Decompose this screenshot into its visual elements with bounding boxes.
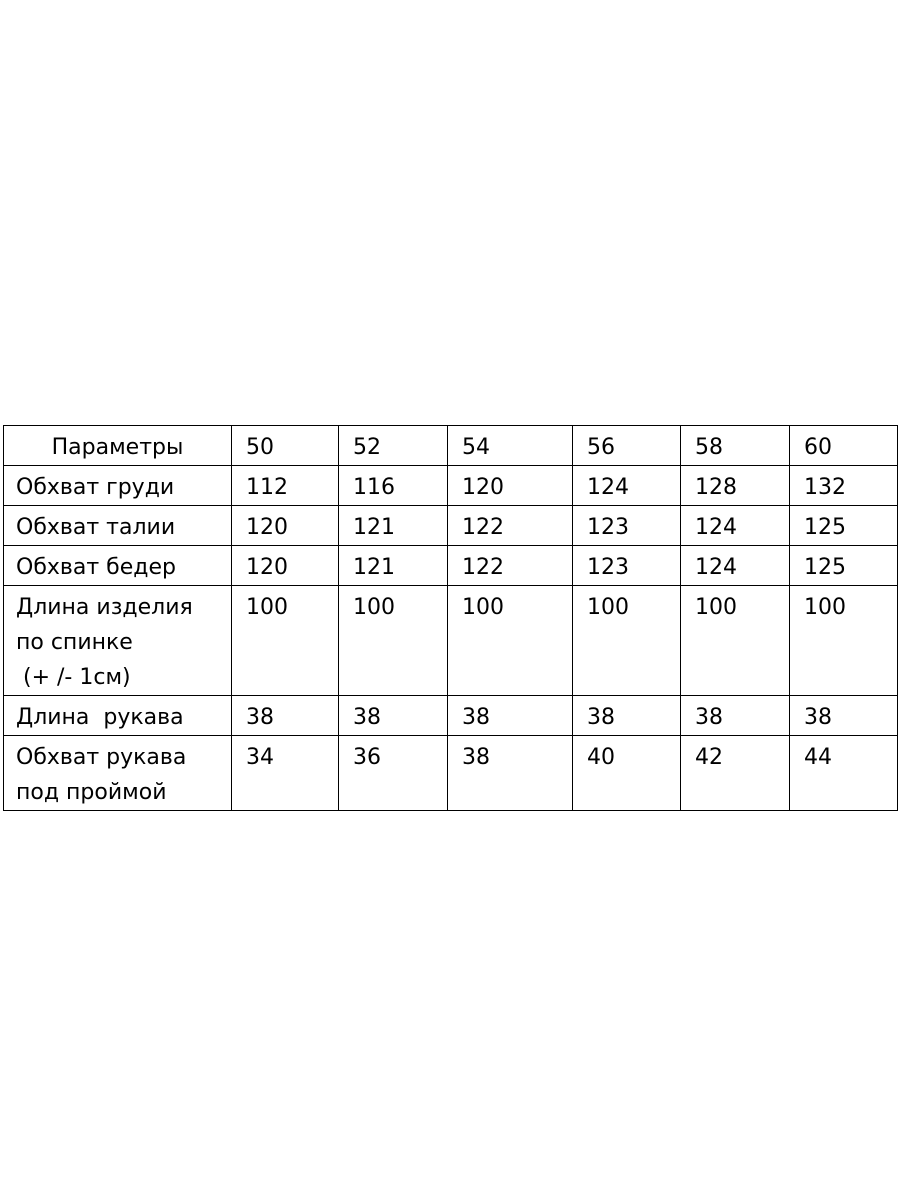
header-label: Параметры: [51, 435, 184, 460]
row-label: Длина рукава: [16, 705, 184, 730]
size-header-cell: [573, 426, 681, 466]
value-cell: [448, 546, 573, 586]
cell-value: 38: [695, 705, 723, 730]
value-cell: [790, 736, 898, 811]
cell-value: 122: [462, 555, 504, 580]
cell-value: 125: [804, 515, 846, 540]
value-cell: [339, 546, 448, 586]
table-row-sleeve-length: [4, 696, 898, 736]
row-label-line: Обхват рукава: [16, 745, 187, 770]
row-label-line: по спинке: [16, 630, 133, 655]
value-cell: [681, 586, 790, 696]
value-cell: [790, 546, 898, 586]
value-cell: [232, 466, 339, 506]
row-label-line: под проймой: [16, 780, 167, 805]
cell-value: 120: [462, 475, 504, 500]
value-cell: [790, 586, 898, 696]
value-cell: [339, 586, 448, 696]
cell-value: 120: [246, 515, 288, 540]
cell-value: 38: [462, 705, 490, 730]
table-row-waist: [4, 506, 898, 546]
row-label-cell: [4, 546, 232, 586]
row-label-cell: [4, 736, 232, 811]
value-cell: [681, 546, 790, 586]
header-label-cell: [4, 426, 232, 466]
cell-value: 124: [695, 555, 737, 580]
value-cell: [573, 736, 681, 811]
value-cell: [681, 736, 790, 811]
value-cell: [573, 466, 681, 506]
cell-value: 100: [587, 595, 629, 620]
cell-value: 100: [246, 595, 288, 620]
row-label: Обхват груди: [16, 475, 175, 500]
value-cell: [448, 736, 573, 811]
cell-value: 132: [804, 475, 846, 500]
value-cell: [790, 506, 898, 546]
table-row-length: [4, 586, 898, 696]
cell-value: 128: [695, 475, 737, 500]
cell-value: 38: [353, 705, 381, 730]
size-header: 52: [353, 435, 381, 460]
cell-value: 120: [246, 555, 288, 580]
size-header: 50: [246, 435, 274, 460]
cell-value: 38: [587, 705, 615, 730]
cell-value: 40: [587, 745, 615, 770]
value-cell: [232, 506, 339, 546]
cell-value: 123: [587, 555, 629, 580]
value-cell: [681, 696, 790, 736]
value-cell: [573, 506, 681, 546]
cell-value: 123: [587, 515, 629, 540]
value-cell: [681, 506, 790, 546]
cell-value: 38: [462, 745, 490, 770]
cell-value: 122: [462, 515, 504, 540]
cell-value: 121: [353, 555, 395, 580]
row-label: Обхват бедер: [16, 555, 176, 580]
table-row-chest: [4, 466, 898, 506]
size-header: 56: [587, 435, 615, 460]
cell-value: 38: [246, 705, 274, 730]
table-row-sleeve-girth: [4, 736, 898, 811]
value-cell: [790, 466, 898, 506]
value-cell: [448, 466, 573, 506]
row-label-line: Длина изделия: [16, 595, 193, 620]
value-cell: [339, 696, 448, 736]
size-header: 54: [462, 435, 490, 460]
row-label-cell: [4, 466, 232, 506]
row-label-cell: [4, 696, 232, 736]
value-cell: [232, 696, 339, 736]
value-cell: [448, 506, 573, 546]
value-cell: [573, 546, 681, 586]
value-cell: [448, 696, 573, 736]
value-cell: [232, 546, 339, 586]
cell-value: 100: [353, 595, 395, 620]
cell-value: 116: [353, 475, 395, 500]
cell-value: 100: [462, 595, 504, 620]
cell-value: 42: [695, 745, 723, 770]
cell-value: 38: [804, 705, 832, 730]
value-cell: [573, 696, 681, 736]
size-header-cell: [448, 426, 573, 466]
cell-value: 124: [587, 475, 629, 500]
cell-value: 121: [353, 515, 395, 540]
cell-value: 125: [804, 555, 846, 580]
cell-value: 34: [246, 745, 274, 770]
size-header-cell: [339, 426, 448, 466]
value-cell: [232, 586, 339, 696]
row-label-cell: [4, 506, 232, 546]
value-cell: [232, 736, 339, 811]
value-cell: [339, 506, 448, 546]
row-label-line: (+ /- 1см): [16, 665, 131, 690]
size-header: 58: [695, 435, 723, 460]
size-header-cell: [681, 426, 790, 466]
cell-value: 100: [695, 595, 737, 620]
cell-value: 112: [246, 475, 288, 500]
value-cell: [681, 466, 790, 506]
cell-value: 44: [804, 745, 832, 770]
size-header-cell: [232, 426, 339, 466]
value-cell: [339, 466, 448, 506]
cell-value: 100: [804, 595, 846, 620]
table-row-hips: [4, 546, 898, 586]
row-label: Обхват талии: [16, 515, 176, 540]
row-label-cell: [4, 586, 232, 696]
cell-value: 36: [353, 745, 381, 770]
size-header: 60: [804, 435, 832, 460]
value-cell: [339, 736, 448, 811]
cell-value: 124: [695, 515, 737, 540]
value-cell: [790, 696, 898, 736]
value-cell: [448, 586, 573, 696]
table-header-row: [4, 426, 898, 466]
size-chart-table: [3, 425, 898, 811]
value-cell: [573, 586, 681, 696]
size-header-cell: [790, 426, 898, 466]
